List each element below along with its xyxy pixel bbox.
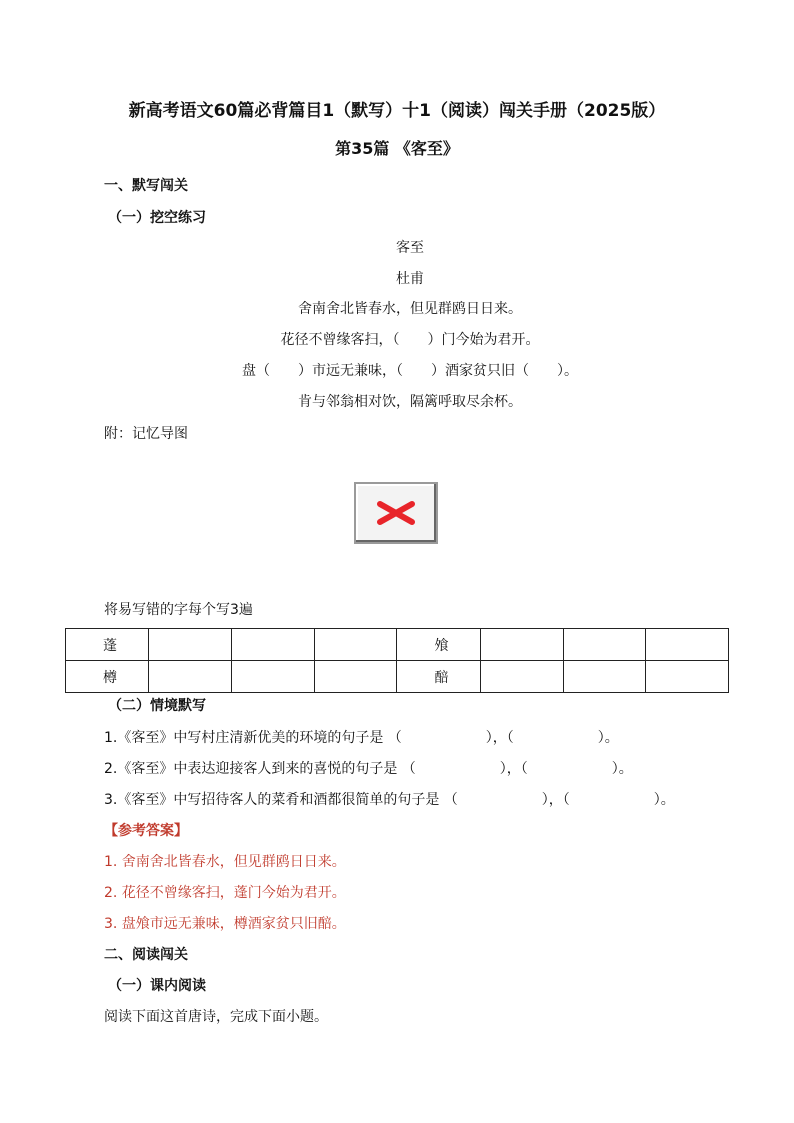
poem-line-3: 盘（ ）市远无兼味，（ ）酒家贫只旧（ ）。: [242, 363, 578, 379]
question-3: 3.《客至》中写招待客人的菜肴和酒都很简单的句子是 （ ），（ ）。: [104, 792, 675, 808]
poem-line-2: 花径不曾缘客扫，（ ）门今始为君开。: [280, 332, 540, 348]
table-cell[interactable]: [232, 661, 315, 693]
broken-image-icon: [354, 482, 438, 544]
section1-heading: 一、默写闯关: [104, 178, 188, 194]
answer-3: 3. 盘飧市远无兼味，樽酒家贫只旧醅。: [104, 916, 346, 932]
document-title: 新高考语文60篇必背篇目1（默写）十1（阅读）闯关手册（2025版）: [128, 101, 666, 121]
poem-author: 杜甫: [396, 271, 424, 287]
practice-label: 将易写错的字每个写3遍: [104, 602, 253, 618]
table-cell[interactable]: [480, 661, 563, 693]
poem-line-1: 舍南舍北皆春水，但见群鸥日日来。: [298, 301, 522, 317]
table-cell[interactable]: [314, 629, 397, 661]
section2-heading: 二、阅读闯关: [104, 947, 188, 963]
table-cell[interactable]: [232, 629, 315, 661]
table-cell[interactable]: [646, 629, 729, 661]
table-cell[interactable]: [149, 661, 232, 693]
question-2: 2.《客至》中表达迎接客人到来的喜悦的句子是 （ ），（ ）。: [104, 761, 633, 777]
poem-line-4: 肯与邻翁相对饮，隔篱呼取尽余杯。: [298, 394, 522, 410]
table-cell[interactable]: [646, 661, 729, 693]
table-cell[interactable]: [314, 661, 397, 693]
practice-table: [65, 628, 729, 693]
answer-2: 2. 花径不曾缘客扫，蓬门今始为君开。: [104, 885, 346, 901]
table-cell[interactable]: [563, 629, 646, 661]
practice-char: 樽: [103, 669, 117, 686]
practice-char: 飧: [434, 637, 449, 654]
appendix-label: 附：记忆导图: [104, 426, 188, 442]
answer-1: 1. 舍南舍北皆春水，但见群鸥日日来。: [104, 854, 346, 870]
practice-char: 醅: [434, 669, 449, 686]
table-cell[interactable]: [149, 629, 232, 661]
table-cell: [66, 661, 149, 693]
part1-heading: （一）挖空练习: [108, 210, 206, 226]
practice-char: 蓬: [103, 637, 117, 654]
part2-heading: （二）情境默写: [108, 698, 206, 714]
table-cell[interactable]: [480, 629, 563, 661]
table-cell: [66, 629, 149, 661]
reading-instruction: 阅读下面这首唐诗，完成下面小题。: [104, 1009, 328, 1025]
answer-heading: 【参考答案】: [104, 823, 188, 839]
table-row: [66, 661, 729, 693]
table-cell: [397, 629, 480, 661]
table-cell[interactable]: [563, 661, 646, 693]
document-subtitle: 第35篇 《客至》: [335, 139, 459, 158]
question-1: 1.《客至》中写村庄清新优美的环境的句子是 （ ），（ ）。: [104, 730, 619, 746]
poem-title: 客至: [396, 240, 424, 256]
table-row: [66, 629, 729, 661]
table-cell: [397, 661, 480, 693]
reading-part1-heading: （一）课内阅读: [108, 978, 206, 994]
